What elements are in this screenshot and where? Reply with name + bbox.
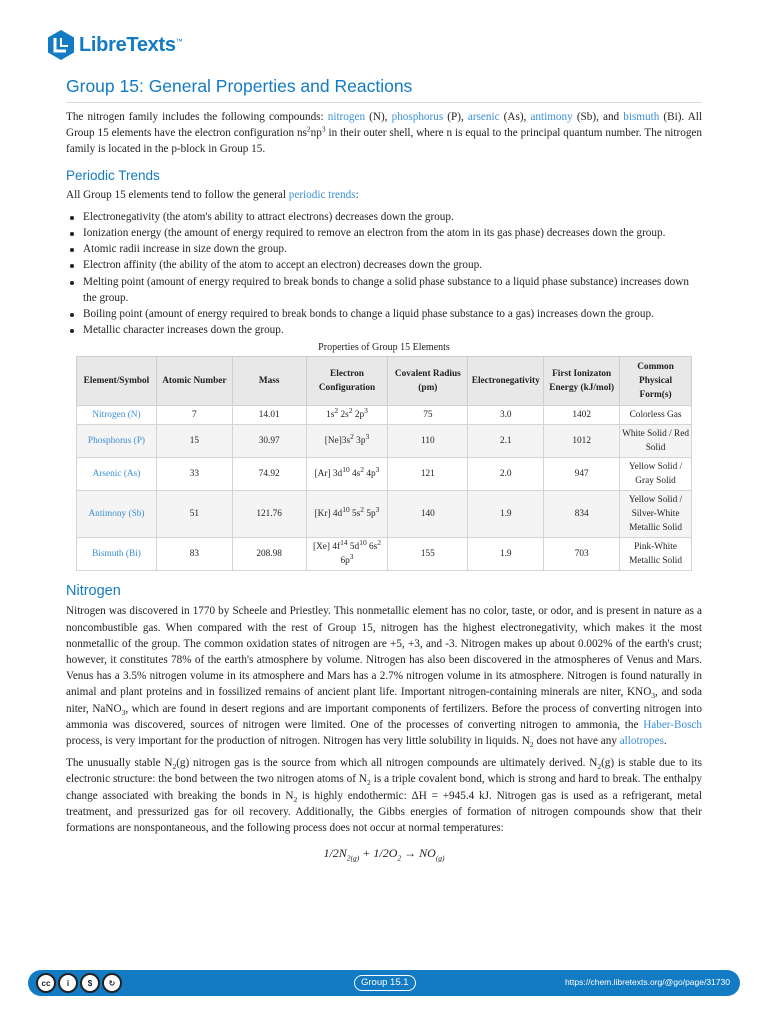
- table-header: Electron Configuration: [306, 357, 388, 406]
- list-item: Boiling point (amount of energy required to break bonds to change a liquid phase substance to a gas) increases down the group.: [66, 306, 702, 322]
- main-content: [66, 76, 702, 861]
- equation: $1/2N_{2(g)} + 1/2O_2 \to NO_{(g)}$: [323, 846, 445, 863]
- element-link[interactable]: Nitrogen (N): [77, 406, 157, 425]
- nc-icon: $: [80, 973, 100, 993]
- list-item: Electronegativity (the atom's ability to attract electrons) decreases down the group.: [66, 209, 702, 225]
- allotropes-link[interactable]: allotropes: [619, 735, 664, 748]
- table-header: Common Physical Form(s): [620, 357, 692, 406]
- list-item: Ionization energy (the amount of energy required to remove an electron from the atom in its gas phase) decreases down the group.: [66, 225, 702, 241]
- table-header: Element/Symbol: [77, 357, 157, 406]
- table-row: Phosphorus (P) 15 30.97 $[Ne]3s^2$ $3p^3$ 110 2.1 1012 White Solid / Red Solid: [77, 425, 692, 458]
- nitrogen-paragraph-2: The unusually stable $N_2(g)$ nitrogen gas is the source from which all nitrogen compounds are ultimately derived. $N_2(g)$ is stable due to its electronic structure: the bond between the two nitrogen atoms of $N_2$ is a triple covalent bond, which is strong and hard to break. The enthalpy change associated with breaking the bonds in $N_2$ is highly endothermic: ΔH = +945.4 kJ. Nitrogen gas is used as a refrigerant, metal treatment, and pressurized gas for oil recovery. Additionally, the Gibbs energies of formation of nitrogen compounds show that their formations are nonspontaneous, and the following process does not occur at normal temperatures:: [66, 757, 703, 835]
- section-heading-periodic-trends: Periodic Trends: [66, 167, 160, 183]
- bismuth-link[interactable]: bismuth: [623, 111, 660, 123]
- element-link[interactable]: Bismuth (Bi): [77, 538, 157, 571]
- list-item: Electron affinity (the ability of the atom to accept an electron) decreases down the group.: [66, 257, 702, 273]
- table-caption: Properties of Group 15 Elements: [318, 342, 450, 354]
- nitrogen-paragraph-1: Nitrogen was discovered in 1770 by Scheele and Priestley. This nonmetallic element has no color, taste, or odor, and is present in nature as a noncombustible gas. When compared with the rest of Group 15, nitrogen has the highest electronegativity, which makes it the most nonmetallic of the group. The common oxidation states of nitrogen are +5, +3, and -3. Nitrogen makes up about 0.002% of the earth's crust; however, it constitutes 78% of the earth's atmosphere by volume. Nitrogen has also been discovered in the atmospheres of Venus and Mars. Venus has a 3.5% nitrogen volume in its atmosphere and Mars has a 2.7% nitrogen volume in its atmosphere. Nitrogen is found naturally in animal and plant proteins and in fossilized remains of ancient plant life. Important nitrogen-containing minerals are niter, $KNO_3$, and soda niter, NaNO$_3$, which are found in desert regions and are important components of fertilizers. Before the process of converting nitrogen into ammonia was discovered, sources of nitrogen were limited. One of the processes of converting nitrogen to ammonia, the Haber-Bosch process, is very important for the production of nitrogen. Nitrogen has very little solubility in liquids. $N_2$ does not have any allotropes.: [66, 605, 702, 750]
- table-row: Bismuth (Bi) 83 208.98 [Xe] $4f^{14}$ $5d^{10}$ $6s^2$ $6p^3$ 155 1.9 703 Pink-White Metallic Solid: [77, 538, 692, 571]
- antimony-link[interactable]: antimony: [530, 111, 573, 123]
- table-row: Arsenic (As) 33 74.92 [Ar] $3d^{10}$ $4s^2$ $4p^3$ 121 2.0 947 Yellow Solid / Gray Solid: [77, 458, 692, 491]
- logo-wordmark[interactable]: LibreTexts™: [79, 33, 183, 56]
- table-header: Electronegativity: [468, 357, 544, 406]
- page-title: Group 15: General Properties and Reactions: [66, 76, 702, 103]
- section-heading-nitrogen: Nitrogen: [66, 583, 121, 600]
- periodic-trends-link[interactable]: periodic trends: [288, 188, 356, 201]
- list-item: Atomic radii increase in size down the group.: [66, 241, 702, 257]
- license-badge[interactable]: [36, 973, 124, 993]
- by-icon: i: [58, 973, 78, 993]
- electron-config: [Xe] $4f^{14}$ $5d^{10}$ $6s^2$ $6p^3$: [306, 538, 388, 571]
- page-number: Group 15.1: [354, 975, 416, 991]
- element-link[interactable]: Phosphorus (P): [77, 425, 157, 458]
- table-header: Mass: [232, 357, 306, 406]
- electron-config: [Ar] $3d^{10}$ $4s^2$ $4p^3$: [306, 458, 388, 491]
- electron-config: [Kr] $4d^{10}$ $5s^2$ $5p^3$: [306, 491, 388, 538]
- table-row: Nitrogen (N) 7 14.01 $1s^2$ $2s^2$ $2p^3$ 75 3.0 1402 Colorless Gas: [77, 406, 692, 425]
- list-item: Melting point (amount of energy required to break bonds to change a solid phase substance to a liquid phase substance) increases down the group.: [66, 274, 702, 306]
- page-url[interactable]: https://chem.libretexts.org/@go/page/31730: [564, 977, 730, 987]
- cc-icon: cc: [36, 973, 56, 993]
- electron-config: $[Ne]3s^2$ $3p^3$: [306, 425, 388, 458]
- intro-paragraph: The nitrogen family includes the following compounds: nitrogen (N), phosphorus (P), arsenic (As), antimony (Sb), and bismuth (Bi). All Group 15 elements have the electron configuration $ns^2np^3$ in their outer shell, where n is equal to the principal quantum number. The nitrogen family is located in the p-block in Group 15.: [66, 111, 703, 156]
- haber-bosch-link[interactable]: Haber-Bosch: [643, 718, 702, 731]
- table-row: Antimony (Sb) 51 121.76 [Kr] $4d^{10}$ $5s^2$ $5p^3$ 140 1.9 834 Yellow Solid / Silver-White Metallic Solid: [77, 491, 692, 538]
- phosphorus-link[interactable]: phosphorus: [391, 111, 444, 123]
- site-header: [46, 26, 182, 64]
- trends-list: [66, 209, 702, 339]
- element-link[interactable]: Arsenic (As): [77, 458, 157, 491]
- element-link[interactable]: Antimony (Sb): [77, 491, 157, 538]
- libretexts-logo-icon[interactable]: [46, 29, 76, 61]
- properties-table: [76, 356, 692, 571]
- periodic-lead: All Group 15 elements tend to follow the general periodic trends:: [66, 188, 359, 201]
- table-header: Covalent Radius (pm): [388, 357, 468, 406]
- electron-config: $1s^2$ $2s^2$ $2p^3$: [306, 406, 388, 425]
- nitrogen-link[interactable]: nitrogen: [327, 111, 366, 123]
- list-item: Metallic character increases down the group.: [66, 322, 702, 338]
- table-header: Atomic Number: [156, 357, 232, 406]
- sa-icon: ↻: [102, 973, 122, 993]
- table-header: First Ionizaton Energy (kJ/mol): [544, 357, 620, 406]
- arsenic-link[interactable]: arsenic: [467, 111, 500, 123]
- page-footer: [28, 970, 740, 996]
